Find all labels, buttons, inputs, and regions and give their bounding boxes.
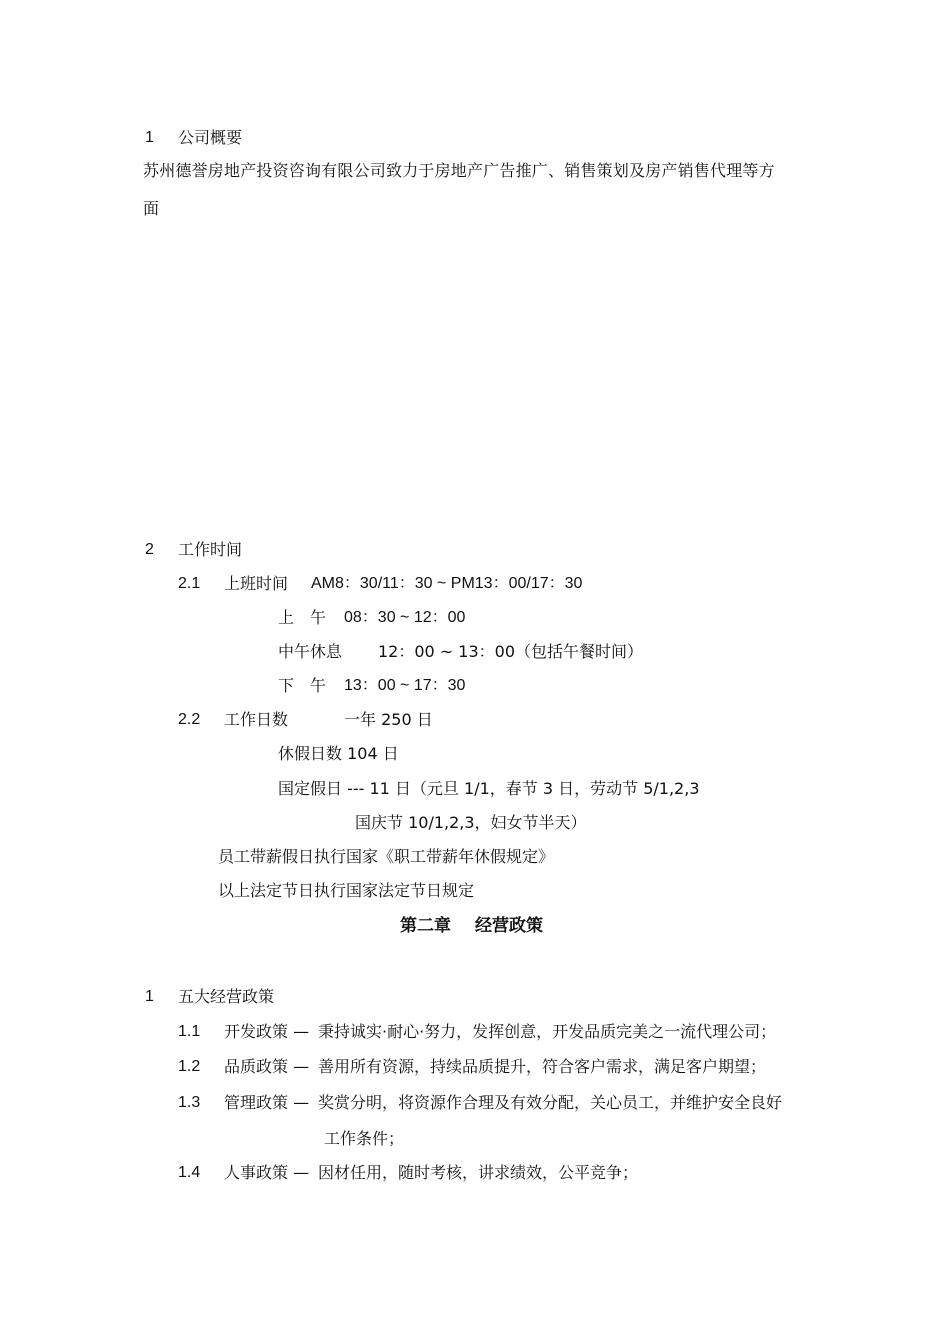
policy-1-text: 秉持诚实·耐心·努力，发挥创意，开发品质完美之一流代理公司； [318,1022,777,1041]
chapter-title: 经营政策 [475,916,543,936]
policy-4-number: 1.4 [178,1164,201,1181]
item-2-1-value: AM8：30/11：30 ~ PM13：00/17：30 [311,575,583,592]
holidays-line-1: 国定假日 --- 11 日（元旦 1/1，春节 3 日，劳动节 5/1,2,3 [278,779,700,798]
item-2-2-value: 一年 250 日 [344,710,433,729]
morning-label: 上 午 [278,608,327,627]
holidays-line-2: 国庆节 10/1,2,3，妇女节半天） [355,813,587,832]
policy-1-number: 1.1 [178,1023,201,1040]
section-1-number: 1 [145,129,154,146]
statutory-holiday-note: 以上法定节日执行国家法定节日规定 [218,881,475,900]
policy-3-name: 管理政策 — [224,1093,310,1112]
afternoon-label: 下 午 [278,676,327,695]
policy-4-name: 人事政策 — [224,1163,310,1182]
section-2-title: 工作时间 [178,540,243,559]
morning-value: 08：30 ~ 12：00 [344,609,466,626]
section-1-body-line-2: 面 [143,199,160,218]
section-1-title: 公司概要 [178,128,243,147]
policy-1-name: 开发政策 — [224,1022,310,1041]
policies-title: 五大经营政策 [178,987,275,1006]
afternoon-value: 13：00 ~ 17：30 [344,677,466,694]
item-2-2-number: 2.2 [178,711,201,728]
policy-2-text: 善用所有资源，持续品质提升，符合客户需求，满足客户期望； [318,1057,767,1076]
noon-value: 12：00 ~ 13：00（包括午餐时间） [378,642,644,661]
policy-3-number: 1.3 [178,1094,201,1111]
policy-2-name: 品质政策 — [224,1057,310,1076]
policy-3-text: 奖赏分明，将资源作合理及有效分配，关心员工，并维护安全良好 [318,1093,783,1112]
section-1-body-line-1: 苏州德誉房地产投资咨询有限公司致力于房地产广告推广、销售策划及房产销售代理等方 [143,161,775,180]
paid-leave-note: 员工带薪假日执行国家《职工带薪年休假规定》 [218,847,555,866]
rest-days: 休假日数 104 日 [278,744,399,763]
policies-number: 1 [145,988,154,1005]
policy-2-number: 1.2 [178,1058,201,1075]
item-2-1-label: 上班时间 [224,574,289,593]
item-2-1-number: 2.1 [178,575,201,592]
chapter-label: 第二章 [400,916,451,936]
policy-4-text: 因材任用，随时考核，讲求绩效，公平竞争； [318,1163,639,1182]
item-2-2-label: 工作日数 [224,710,289,729]
section-2-number: 2 [145,541,154,558]
policy-3-continuation: 工作条件； [324,1129,405,1148]
noon-label: 中午休息 [278,642,343,661]
